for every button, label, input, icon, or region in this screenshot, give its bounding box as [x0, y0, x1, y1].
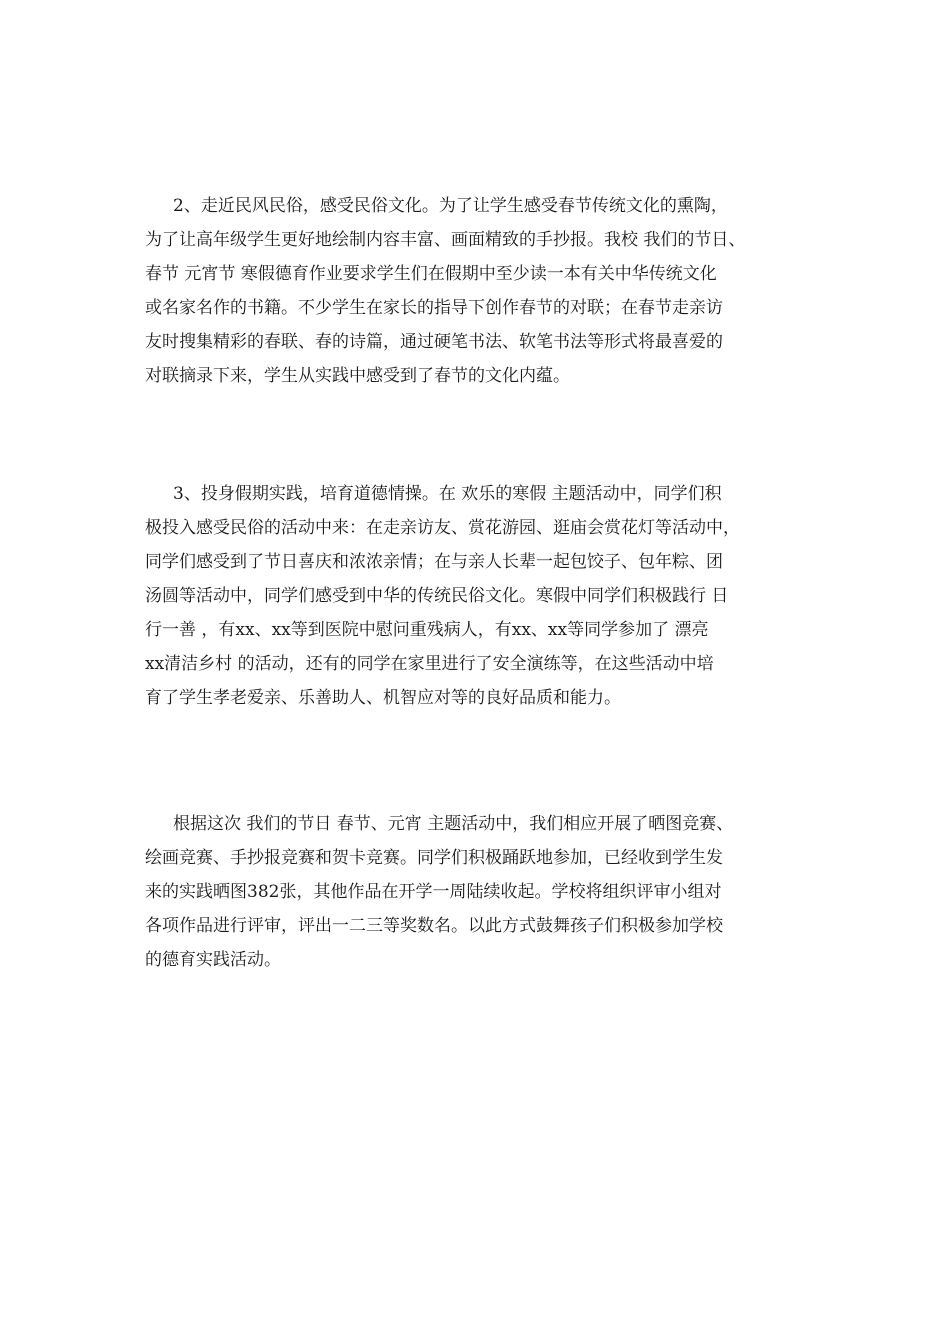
paragraph-line: 友时搜集精彩的春联、春的诗篇，通过硬笔书法、软笔书法等形式将最喜爱的	[145, 332, 723, 352]
paragraph-line: 极投入感受民俗的活动中来：在走亲访友、赏花游园、逛庙会赏花灯等活动中，	[145, 518, 740, 538]
paragraph-competitions	[145, 807, 825, 977]
paragraph-line: 对联摘录下来，学生从实践中感受到了春节的文化内蕴。	[145, 366, 570, 386]
paragraph-line: 绘画竞赛、手抄报竞赛和贺卡竞赛。同学们积极踊跃地参加，已经收到学生发	[145, 848, 723, 868]
paragraph-line: xx清洁乡村 的活动，还有的同学在家里进行了安全演练等，在这些活动中培	[145, 654, 714, 674]
paragraph-line: 春节 元宵节 寒假德育作业要求学生们在假期中至少读一本有关中华传统文化	[145, 264, 717, 284]
paragraph-line: 行一善 ，有xx、xx等到医院中慰问重残病人，有xx、xx等同学参加了 漂亮	[145, 620, 709, 640]
paragraph-line: 汤圆等活动中，同学们感受到中华的传统民俗文化。寒假中同学们积极践行 日	[145, 586, 729, 606]
paragraph-line: 各项作品进行评审，评出一二三等奖数名。以此方式鼓舞孩子们积极参加学校	[145, 916, 723, 936]
paragraph-line: 的德育实践活动。	[145, 950, 281, 970]
paragraph-holiday-practice	[145, 477, 825, 715]
paragraph-line: 为了让高年级学生更好地绘制内容丰富、画面精致的手抄报。我校 我们的节日、	[145, 230, 746, 250]
paragraph-line: 来的实践晒图382张，其他作品在开学一周陆续收起。学校将组织评审小组对	[145, 882, 722, 902]
paragraph-line: 根据这次 我们的节日 春节、元宵 主题活动中，我们相应开展了晒图竞赛、	[173, 814, 734, 834]
paragraph-line: 3、投身假期实践，培育道德情操。在 欢乐的寒假 主题活动中，同学们积	[173, 484, 722, 504]
paragraph-folk-customs	[145, 189, 825, 393]
paragraph-line: 或名家名作的书籍。不少学生在家长的指导下创作春节的对联；在春节走亲访	[145, 298, 723, 318]
paragraph-line: 育了学生孝老爱亲、乐善助人、机智应对等的良好品质和能力。	[145, 688, 621, 708]
paragraph-line: 2、走近民风民俗，感受民俗文化。为了让学生感受春节传统文化的熏陶，	[173, 196, 728, 216]
paragraph-line: 同学们感受到了节日喜庆和浓浓亲情；在与亲人长辈一起包饺子、包年粽、团	[145, 552, 723, 572]
